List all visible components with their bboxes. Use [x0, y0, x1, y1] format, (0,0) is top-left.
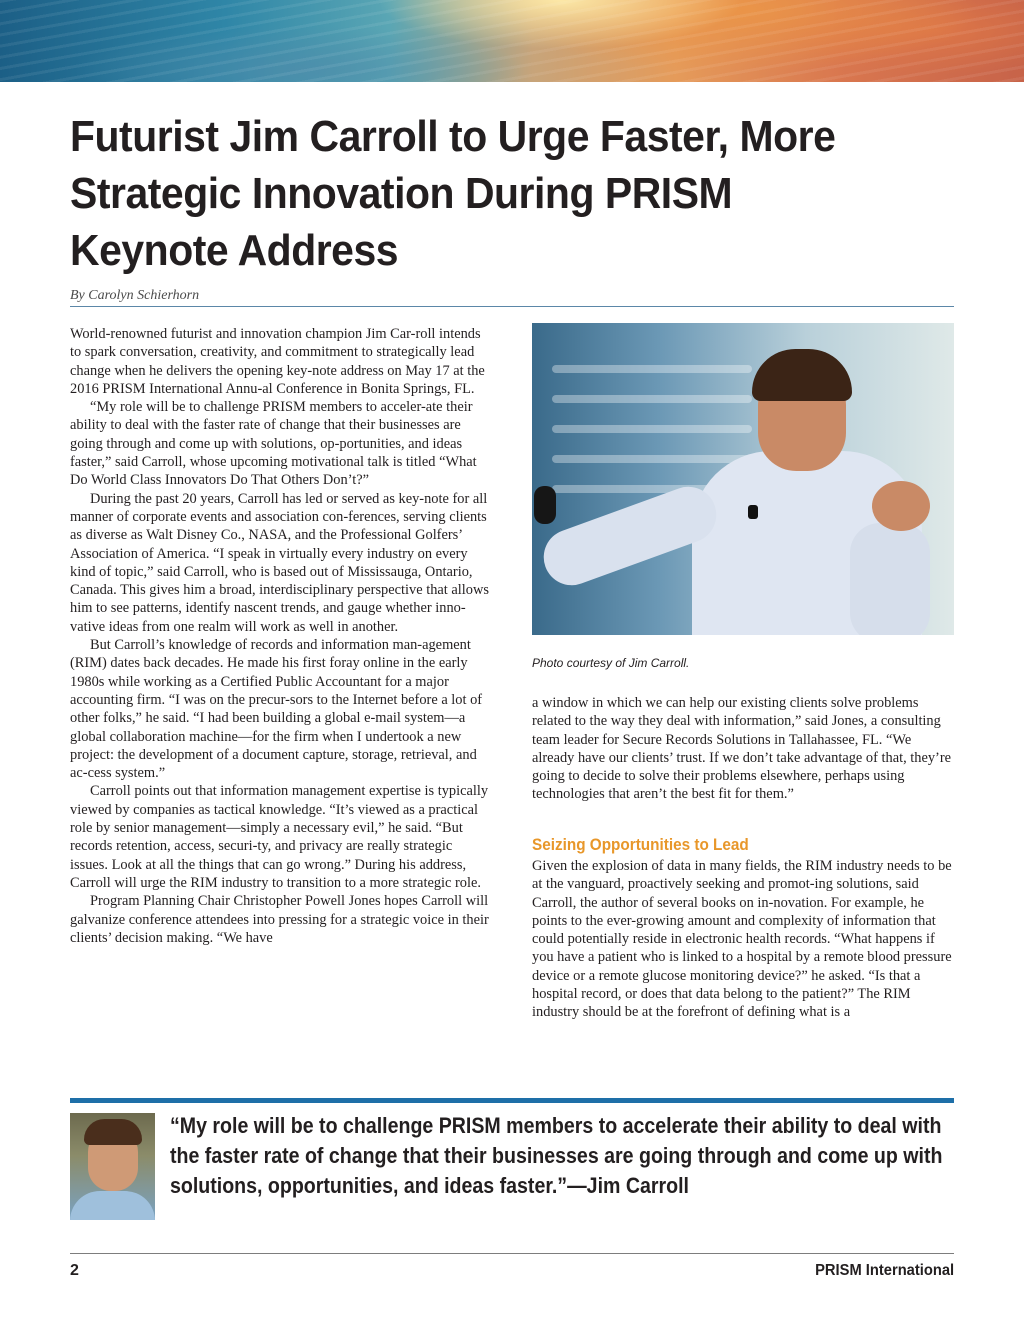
- headshot-shirt: [70, 1191, 155, 1220]
- pull-quote: “My role will be to challenge PRISM members to accelerate their ability to deal with the faster rate of change that their businesses are going through and come up with solutions, opportunities, and ideas faster.”—Jim Carroll: [170, 1113, 943, 1198]
- lapel-microphone-icon: [748, 505, 758, 519]
- footer-divider: [70, 1253, 954, 1254]
- headshot-hair: [84, 1119, 142, 1145]
- article-headline: Futurist Jim Carroll to Urge Faster, More Strategic Innovation During PRISM Keynote Address: [70, 112, 836, 275]
- speaker-photo: [532, 323, 954, 635]
- paragraph: But Carroll’s knowledge of records and information man-agement (RIM) dates back decades. He made his first foray online in the early 1980s while working as a Certified Public Accountant for a major accounting firm. “I was on the precur-sors to the Internet before a lot of other folks,” he said. “I had been building a global e-mail system—a global collaboration machine—for the firm when I undertook a new project: the development of a document capture, storage, retrieval, and ac-cess system.”: [70, 637, 483, 782]
- right-column-section: [532, 857, 954, 1022]
- speaker-right-arm: [850, 523, 930, 635]
- paragraph: Given the explosion of data in many fields, the RIM industry needs to be at the vanguard, proactively seeking and promot-ing solutions, said Carroll, the author of several books on in-novation. For example, he points to the ever-growing amount and complexity of information that could potentially reside in electronic health records. “What happens if you have a patient who is linked to a hospital by a remote blood pressure device or a remote glucose monitoring device?” he asked. “Is that a hospital record, or does that data belong to the patient?” The RIM industry should be at the forefront of defining what is a: [532, 858, 952, 1021]
- speaker-headshot: [70, 1113, 155, 1220]
- right-column-continuation: [532, 694, 954, 804]
- pull-quote-divider: [70, 1098, 954, 1103]
- speaker-hair: [752, 349, 852, 401]
- left-column: [70, 325, 490, 947]
- paragraph: During the past 20 years, Carroll has led or served as key-note for all manner of corporate events and association con-ferences, serving clients as diverse as Walt Disney Co., NASA, and the Professional Golfers’ Association of America. “I speak in virtually every industry on every kind of topic,” said Carroll, who is based out of Mississauga, Ontario, Canada. This gives him a broad, interdisciplinary perspective that allows him to see patterns, identify nascent trends, and gauge whether inno-vative ideas from one realm will work as well in another.: [70, 490, 489, 635]
- paragraph: Program Planning Chair Christopher Powell Jones hopes Carroll will galvanize conference attendees into pressing for a strategic voice in their clients’ decision making. “We have: [70, 893, 489, 946]
- paragraph: a window in which we can help our existing clients solve problems related to the way they deal with information,” said Jones, a consulting team leader for Secure Records Solutions in Tallahassee, FL. “We already have our clients’ trust. If we don’t take advantage of that, they’re going to decide to solve their problems elsewhere, perhaps using technologies that aren’t the best fit for them.”: [532, 695, 952, 803]
- page-number: 2: [70, 1262, 79, 1279]
- speaker-right-hand: [872, 481, 930, 531]
- byline-divider: [70, 306, 954, 307]
- photo-caption: Photo courtesy of Jim Carroll.: [532, 656, 690, 670]
- publication-name: PRISM International: [814, 1262, 954, 1279]
- paragraph: “My role will be to challenge PRISM members to acceler-ate their ability to deal with the faster rate of change that their businesses are going through and come up with solutions, op-portunities, and ideas faster,” said Carroll, whose upcoming motivational talk is titled “What Do World Class Innovators Do That Others Don’t?”: [70, 399, 477, 489]
- article-byline: By Carolyn Schierhorn: [70, 288, 200, 303]
- paragraph: World-renowned futurist and innovation champion Jim Car-roll intends to spark conversation, creativity, and commitment to strategically lead change when he delivers the opening key-note address on May 17 at the 2016 PRISM International Annu-al Conference in Bonita Springs, FL.: [70, 326, 485, 397]
- section-heading: Seizing Opportunities to Lead: [532, 835, 749, 854]
- presentation-remote-icon: [534, 486, 556, 524]
- paragraph: Carroll points out that information management expertise is typically viewed by companies as tactical knowledge. “It’s viewed as a practical role by senior management—simply a necessary evil,” he said. “But records retention, access, securi-ty, and privacy are really strategic issues. Look at all the things that can go wrong.” During his address, Carroll will urge the RIM industry to transition to a more strategic role.: [70, 783, 489, 891]
- header-banner-image: [0, 0, 1024, 82]
